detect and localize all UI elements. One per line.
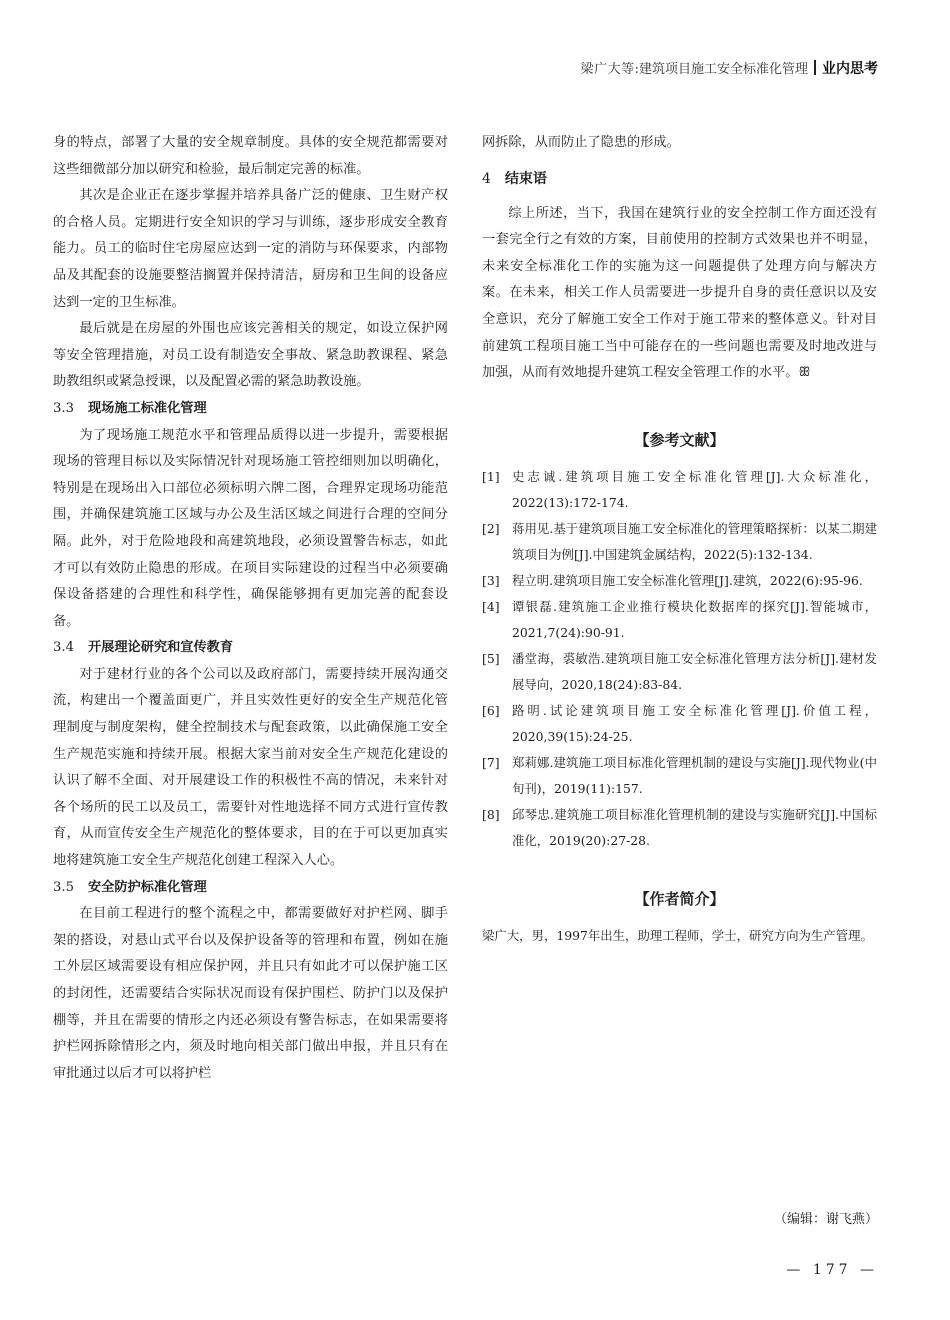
end-mark-icon: ꕥ	[798, 365, 811, 381]
reference-text: 郑莉娜.建筑施工项目标准化管理机制的建设与实施[J].现代物业(中旬刊)，2019(11):157.	[512, 754, 877, 796]
section-heading-4	[482, 165, 877, 193]
section-heading-3-5	[53, 875, 448, 902]
section-title: 开展理论研究和宣传教育	[87, 640, 234, 656]
reference-text: 蒋用见.基于建筑项目施工安全标准化的管理策略探析：以某二期建筑项目为例[J].中国建筑金属结构，2022(5):132-134.	[512, 520, 877, 562]
reference-item	[482, 464, 877, 516]
right-column	[482, 130, 877, 949]
reference-text: 潘堂海，裘敏浩.建筑项目施工安全标准化管理方法分析[J].建材发展导向，2020,18(24):83-84.	[512, 650, 877, 692]
paragraph: 身的特点，部署了大量的安全规章制度。具体的安全规范都需要对这些细微部分加以研究和检验，最后制定完善的标准。	[53, 135, 448, 177]
reference-text: 史志诚.建筑项目施工安全标准化管理[J].大众标准化，2022(13):172-174.	[512, 468, 877, 510]
section-heading-3-4	[53, 635, 448, 662]
reference-number: [3]	[482, 572, 500, 588]
paragraph: 最后就是在房屋的外围也应该完善相关的规定，如设立保护网等安全管理措施，对员工设有制造安全事故、紧急助教课程、紧急助教组织或紧急授课，以及配置必需的紧急助教设施。	[53, 321, 448, 390]
section-heading-3-3	[53, 396, 448, 423]
reference-item	[482, 646, 877, 698]
reference-item	[482, 698, 877, 750]
paragraph: 对于建材行业的各个公司以及政府部门，需要持续开展沟通交流，构建出一个覆盖面更广，并且实效性更好的安全生产规范化管理制度与制度架构，健全控制技术与配套政策，以此确保施工安全生产规范实施和持续开展。根据大家当前对安全生产规范化建设的认识了解不全面、对开展建设工作的积极性不高的情况，未来针对各个场所的民工以及员工，需要针对性地选择不同方式进行宣传教育，从而宣传安全生产规范化的整体要求，目的在于可以更加真实地将建筑施工安全生产规范化创建工程深入人心。	[53, 666, 448, 869]
section-title: 现场施工标准化管理	[87, 400, 207, 416]
reference-number: [6]	[482, 702, 500, 718]
reference-number: [4]	[482, 598, 500, 614]
references-title: 【参考文献】	[634, 430, 725, 449]
section-number: 4	[482, 170, 491, 187]
section-title: 安全防护标准化管理	[87, 879, 207, 895]
paragraph	[482, 201, 877, 387]
author-bio: 梁广大，男，1997年出生，助理工程师，学士，研究方向为生产管理。	[482, 927, 873, 943]
reference-text: 邱琴忠.建筑施工项目标准化管理机制的建设与实施研究[J].中国标准化，2019(20):27-28.	[512, 806, 877, 848]
header-authors: 梁广大等	[580, 62, 635, 77]
reference-number: [1]	[482, 468, 500, 484]
reference-number: [2]	[482, 520, 500, 536]
header-title: 建筑项目施工安全标准化管理	[638, 62, 808, 77]
reference-number: [5]	[482, 650, 500, 666]
header-colon: :	[634, 62, 639, 77]
reference-item	[482, 594, 877, 646]
page-number: — 177 —	[786, 1262, 878, 1278]
reference-item	[482, 516, 877, 568]
reference-text: 程立明.建筑项目施工安全标准化管理[J].建筑，2022(6):95-96.	[512, 572, 863, 588]
reference-number: [8]	[482, 806, 500, 822]
reference-list	[482, 464, 877, 854]
conclusion-text: 综上所述，当下，我国在建筑行业的安全控制工作方面还没有一套完全行之有效的方案，目前使用的控制方式效果也并不明显，未来安全标准化工作的实施为这一问题提供了处理方向与解决方案。在未来，相关工作人员需要进一步提升自身的责任意识以及安全意识，充分了解施工安全工作对于施工带来的整体意义。针对目前建筑工程项目施工当中可能存在的一些问题也需要及时地改进与加强，从而有效地提升建筑工程安全管理工作的水平。	[482, 205, 877, 381]
running-header	[0, 58, 950, 82]
reference-text: 路明.试论建筑项目施工安全标准化管理[J].价值工程，2020,39(15):24-25.	[512, 702, 877, 744]
reference-item	[482, 750, 877, 802]
editor-credit: （编辑：谢飞燕）	[773, 1212, 878, 1227]
section-number: 3.4	[53, 640, 74, 656]
reference-number: [7]	[482, 754, 500, 770]
paragraph: 其次是企业正在逐步掌握并培养具备广泛的健康、卫生财产权的合格人员。定期进行安全知识的学习与训练，逐步形成安全教育能力。员工的临时住宅房屋应达到一定的消防与环保要求，内部物品及其配套的设施要整洁搁置并保持清洁，厨房和卫生间的设备应达到一定的卫生标准。	[53, 188, 448, 310]
reference-item	[482, 802, 877, 854]
left-column	[53, 130, 448, 1087]
header-divider	[814, 60, 816, 75]
section-title: 结束语	[504, 170, 547, 187]
paragraph: 为了现场施工规范水平和管理品质得以进一步提升，需要根据现场的管理目标以及实际情况针对现场施工管控细则加以明确化，特别是在现场出入口部位必须标明六牌二图，合理界定现场功能范围，并确保建筑施工区域与办公及生活区域之间进行合理的空间分隔。此外，对于危险地段和高建筑地段，必须设置警告标志，如此才可以有效防止隐患的形成。在项目实际建设的过程当中必须要确保设备搭建的合理性和科学性，确保能够拥有更加完善的配套设备。	[53, 427, 448, 629]
header-section: 业内思考	[822, 61, 878, 77]
paragraph: 在目前工程进行的整个流程之中，都需要做好对护栏网、脚手架的搭设，对悬山式平台以及保护设备等的管理和布置，例如在施工外层区域需要设有相应保护网，并且只有如此才可以保护施工区的封闭性，还需要结合实际状况而设有保护围栏、防护门以及保护棚等，并且在需要的情形之内还必须设有警告标志，在如果需要将护栏网拆除情形之内，须及时地向相关部门做出申报，并且只有在审批通过以后才可以将护栏	[53, 906, 448, 1081]
reference-text: 谭银磊.建筑施工企业推行模块化数据库的探究[J].智能城市，2021,7(24):90-91.	[512, 598, 877, 640]
section-number: 3.3	[53, 400, 74, 416]
author-intro-title: 【作者简介】	[634, 889, 725, 908]
paragraph: 网拆除，从而防止了隐患的形成。	[482, 135, 680, 150]
reference-item	[482, 568, 877, 594]
section-number: 3.5	[53, 879, 74, 895]
